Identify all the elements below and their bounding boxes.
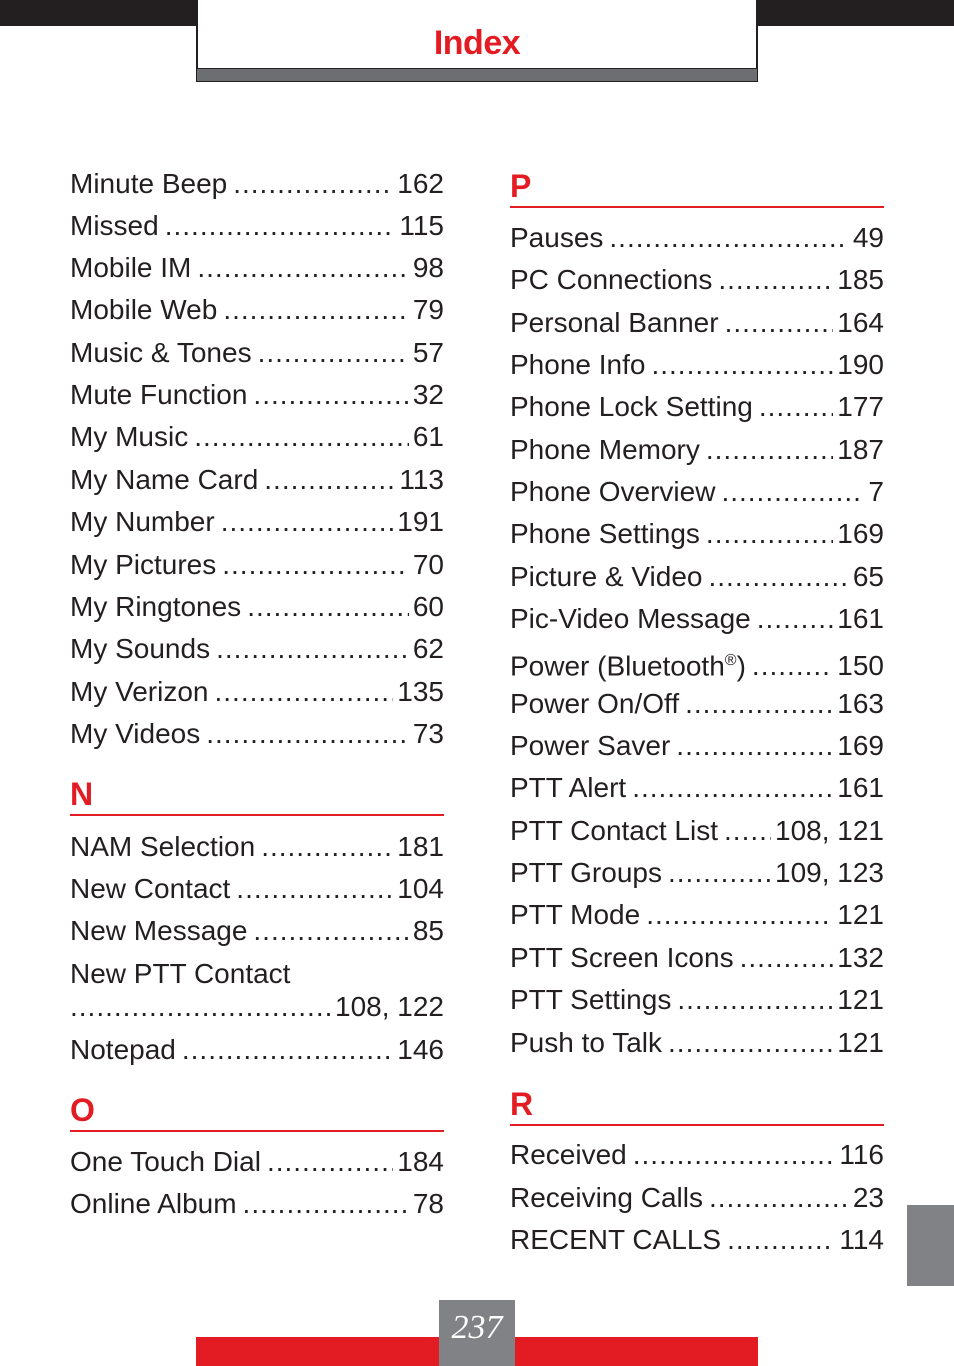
index-entry: [510, 1222, 884, 1258]
entry-label: PTT Settings: [510, 984, 672, 1015]
entry-page: 181: [397, 831, 444, 862]
index-entry: [70, 1032, 444, 1068]
index-entry: [510, 347, 884, 383]
leader-dots: [709, 1180, 849, 1216]
index-entry: [510, 559, 884, 595]
index-entry: [510, 813, 884, 849]
entry-page: 135: [397, 676, 444, 707]
entry-label: My Music: [70, 421, 189, 452]
leader-dots: [709, 559, 849, 595]
section-letter: N: [70, 776, 94, 812]
entry-page: 73: [412, 718, 444, 749]
leader-dots: [685, 686, 833, 722]
entry-label: My Sounds: [70, 633, 211, 664]
leader-dots: [721, 474, 864, 510]
leader-dots: [194, 419, 409, 455]
leader-dots: [706, 432, 833, 468]
entry-label: Pic-Video Message: [510, 603, 751, 634]
entry-label: Picture & Video: [510, 561, 703, 592]
entry-label: My Videos: [70, 718, 201, 749]
leader-dots: [253, 377, 408, 413]
index-entry: [510, 770, 884, 806]
section-letter: O: [70, 1092, 95, 1128]
index-entry: [70, 631, 444, 667]
entry-label: Power On/Off: [510, 688, 680, 719]
entry-label: Online Album: [70, 1188, 237, 1219]
entry-label: PTT Alert: [510, 772, 627, 803]
entry-page: 7: [868, 476, 884, 507]
entry-label: Mobile IM: [70, 252, 192, 283]
header-bar-left: [0, 0, 196, 26]
entry-label: PTT Screen Icons: [510, 942, 734, 973]
entry-page: 150: [837, 650, 884, 682]
entry-page: 65: [852, 561, 884, 592]
leader-dots: [668, 1025, 833, 1061]
entry-label: Personal Banner: [510, 307, 719, 338]
index-entry: [70, 462, 444, 498]
entry-page: 108, 122: [335, 991, 444, 1022]
entry-label: Minute Beep: [70, 168, 228, 199]
leader-dots: [247, 589, 409, 625]
entry-label: Phone Info: [510, 349, 646, 380]
entry-page: 184: [397, 1146, 444, 1177]
leader-dots: [668, 855, 771, 891]
entry-page: 109, 123: [775, 857, 884, 888]
entry-label: PC Connections: [510, 264, 713, 295]
entry-page: 23: [852, 1182, 884, 1213]
section-heading-o: [70, 1092, 444, 1132]
leader-dots: [757, 601, 834, 637]
entry-page: 121: [837, 1027, 884, 1058]
index-entry: [70, 335, 444, 371]
leader-dots: [633, 1137, 836, 1173]
leader-dots: [752, 648, 833, 684]
index-entry: [510, 432, 884, 468]
entry-label: My Name Card: [70, 464, 259, 495]
side-thumb-tab: [907, 1205, 954, 1286]
page-title: Index: [433, 24, 521, 62]
title-underbar: [196, 68, 758, 82]
entry-label: PTT Groups: [510, 857, 662, 888]
entry-label: New Contact: [70, 873, 231, 904]
leader-dots: [197, 250, 408, 286]
index-entry: [510, 305, 884, 341]
section-heading-p: [510, 168, 884, 208]
index-entry: [510, 1137, 884, 1173]
entry-page: 164: [837, 307, 884, 338]
index-entry-label-line: [70, 956, 444, 992]
section-letter: P: [510, 168, 532, 204]
entry-page: 115: [399, 210, 444, 241]
entry-page: 169: [837, 518, 884, 549]
section-heading-r: [510, 1086, 884, 1126]
entry-page: 177: [837, 391, 884, 422]
entry-label: Missed: [70, 210, 159, 241]
leader-dots: [243, 1186, 409, 1222]
entry-label: NAM Selection: [70, 831, 256, 862]
entry-page: 191: [397, 506, 444, 537]
entry-page: 190: [837, 349, 884, 380]
index-entry: [510, 855, 884, 891]
index-entry: [70, 504, 444, 540]
entry-label: Phone Settings: [510, 518, 700, 549]
entry-page: 32: [412, 379, 444, 410]
leader-dots: [70, 989, 331, 1025]
leader-dots: [253, 913, 408, 949]
entry-page: 114: [839, 1224, 884, 1255]
entry-page: 78: [412, 1188, 444, 1219]
leader-dots: [267, 1144, 393, 1180]
index-entry: [510, 940, 884, 976]
index-entry: [70, 292, 444, 328]
entry-label: My Verizon: [70, 676, 209, 707]
index-entry: [510, 262, 884, 298]
entry-label: My Pictures: [70, 549, 217, 580]
page-number: 237: [451, 1309, 503, 1346]
entry-page: 161: [837, 603, 884, 634]
entry-label: Phone Memory: [510, 434, 700, 465]
index-entry: [510, 1025, 884, 1061]
entry-label-end: ): [736, 650, 746, 682]
entry-page: 185: [837, 264, 884, 295]
leader-dots: [223, 292, 409, 328]
entry-label: Phone Overview: [510, 476, 716, 507]
leader-dots: [206, 716, 409, 752]
index-entry: [70, 871, 444, 907]
entry-page: 121: [837, 899, 884, 930]
entry-label: Receiving Calls: [510, 1182, 703, 1213]
leader-dots: [222, 547, 409, 583]
entry-label: One Touch Dial: [70, 1146, 261, 1177]
index-entry: [510, 728, 884, 764]
index-entry: [70, 547, 444, 583]
leader-dots: [725, 305, 834, 341]
entry-label: New Message: [70, 915, 248, 946]
entry-label: RECENT CALLS: [510, 1224, 722, 1255]
entry-page: 70: [412, 549, 444, 580]
entry-label: Power Saver: [510, 730, 671, 761]
entry-label: [510, 643, 746, 684]
section-letter: R: [510, 1086, 534, 1122]
leader-dots: [221, 504, 394, 540]
index-entry: [70, 1186, 444, 1222]
leader-dots: [261, 829, 393, 865]
header-bar-right: [758, 0, 954, 26]
leader-dots: [236, 871, 393, 907]
leader-dots: [676, 728, 833, 764]
leader-dots: [706, 516, 833, 552]
entry-page: 132: [837, 942, 884, 973]
leader-dots: [609, 220, 848, 256]
leader-dots: [258, 335, 409, 371]
entry-label: My Ringtones: [70, 591, 242, 622]
entry-label: Mute Function: [70, 379, 248, 410]
index-entry: [70, 589, 444, 625]
entry-label: Music & Tones: [70, 337, 252, 368]
index-entry: [510, 474, 884, 510]
entry-label: Phone Lock Setting: [510, 391, 753, 422]
index-entry: [70, 377, 444, 413]
entry-page: 79: [412, 294, 444, 325]
registered-mark: ®: [724, 652, 737, 669]
index-entry: [70, 250, 444, 286]
entry-page: 49: [852, 222, 884, 253]
leader-dots: [651, 347, 833, 383]
index-entry: [70, 829, 444, 865]
entry-page: 85: [412, 915, 444, 946]
entry-label: PTT Contact List: [510, 815, 719, 846]
entry-label: My Number: [70, 506, 215, 537]
entry-page: 163: [837, 688, 884, 719]
index-entry: [510, 389, 884, 425]
leader-dots: [646, 897, 833, 933]
index-entry: [70, 913, 444, 949]
index-entry: [510, 1180, 884, 1216]
index-entry: [510, 897, 884, 933]
index-entry: [70, 674, 444, 710]
leader-dots: [718, 262, 833, 298]
index-entry: [510, 516, 884, 552]
entry-page: 113: [399, 464, 444, 495]
leader-dots: [740, 940, 834, 976]
entry-page: 169: [837, 730, 884, 761]
leader-dots: [724, 813, 771, 849]
leader-dots: [182, 1032, 393, 1068]
index-entry: [510, 686, 884, 722]
leader-dots: [216, 631, 409, 667]
entry-page: 161: [837, 772, 884, 803]
index-entry: [70, 208, 444, 244]
entry-page: 104: [397, 873, 444, 904]
index-entry: [70, 166, 444, 202]
entry-label: PTT Mode: [510, 899, 641, 930]
leader-dots: [215, 674, 394, 710]
index-entry-page-line: [70, 989, 444, 1025]
leader-dots: [165, 208, 396, 244]
entry-page: 61: [412, 421, 444, 452]
entry-page: 187: [837, 434, 884, 465]
leader-dots: [727, 1222, 835, 1258]
index-entry: [510, 982, 884, 1018]
index-entry: [70, 716, 444, 752]
index-entry: [510, 643, 884, 682]
leader-dots: [677, 982, 833, 1018]
entry-page: 60: [412, 591, 444, 622]
index-entry: [70, 1144, 444, 1180]
entry-label-text: Power (Bluetooth: [510, 650, 725, 682]
leader-dots: [632, 770, 833, 806]
entry-page: 116: [839, 1139, 884, 1170]
entry-page: 146: [397, 1034, 444, 1065]
leader-dots: [264, 462, 395, 498]
entry-label: New PTT Contact: [70, 958, 291, 989]
index-entry: [70, 419, 444, 455]
entry-page: 57: [412, 337, 444, 368]
leader-dots: [759, 389, 833, 425]
entry-label: Pauses: [510, 222, 604, 253]
index-entry: [510, 601, 884, 637]
entry-page: 121: [837, 984, 884, 1015]
entry-label: Notepad: [70, 1034, 176, 1065]
index-entry: [510, 220, 884, 256]
entry-page: 162: [397, 168, 444, 199]
entry-page: 108, 121: [775, 815, 884, 846]
entry-page: 98: [412, 252, 444, 283]
entry-label: Mobile Web: [70, 294, 218, 325]
entry-label: Received: [510, 1139, 627, 1170]
entry-page: 62: [412, 633, 444, 664]
entry-label: Push to Talk: [510, 1027, 663, 1058]
section-heading-n: [70, 776, 444, 816]
leader-dots: [233, 166, 393, 202]
